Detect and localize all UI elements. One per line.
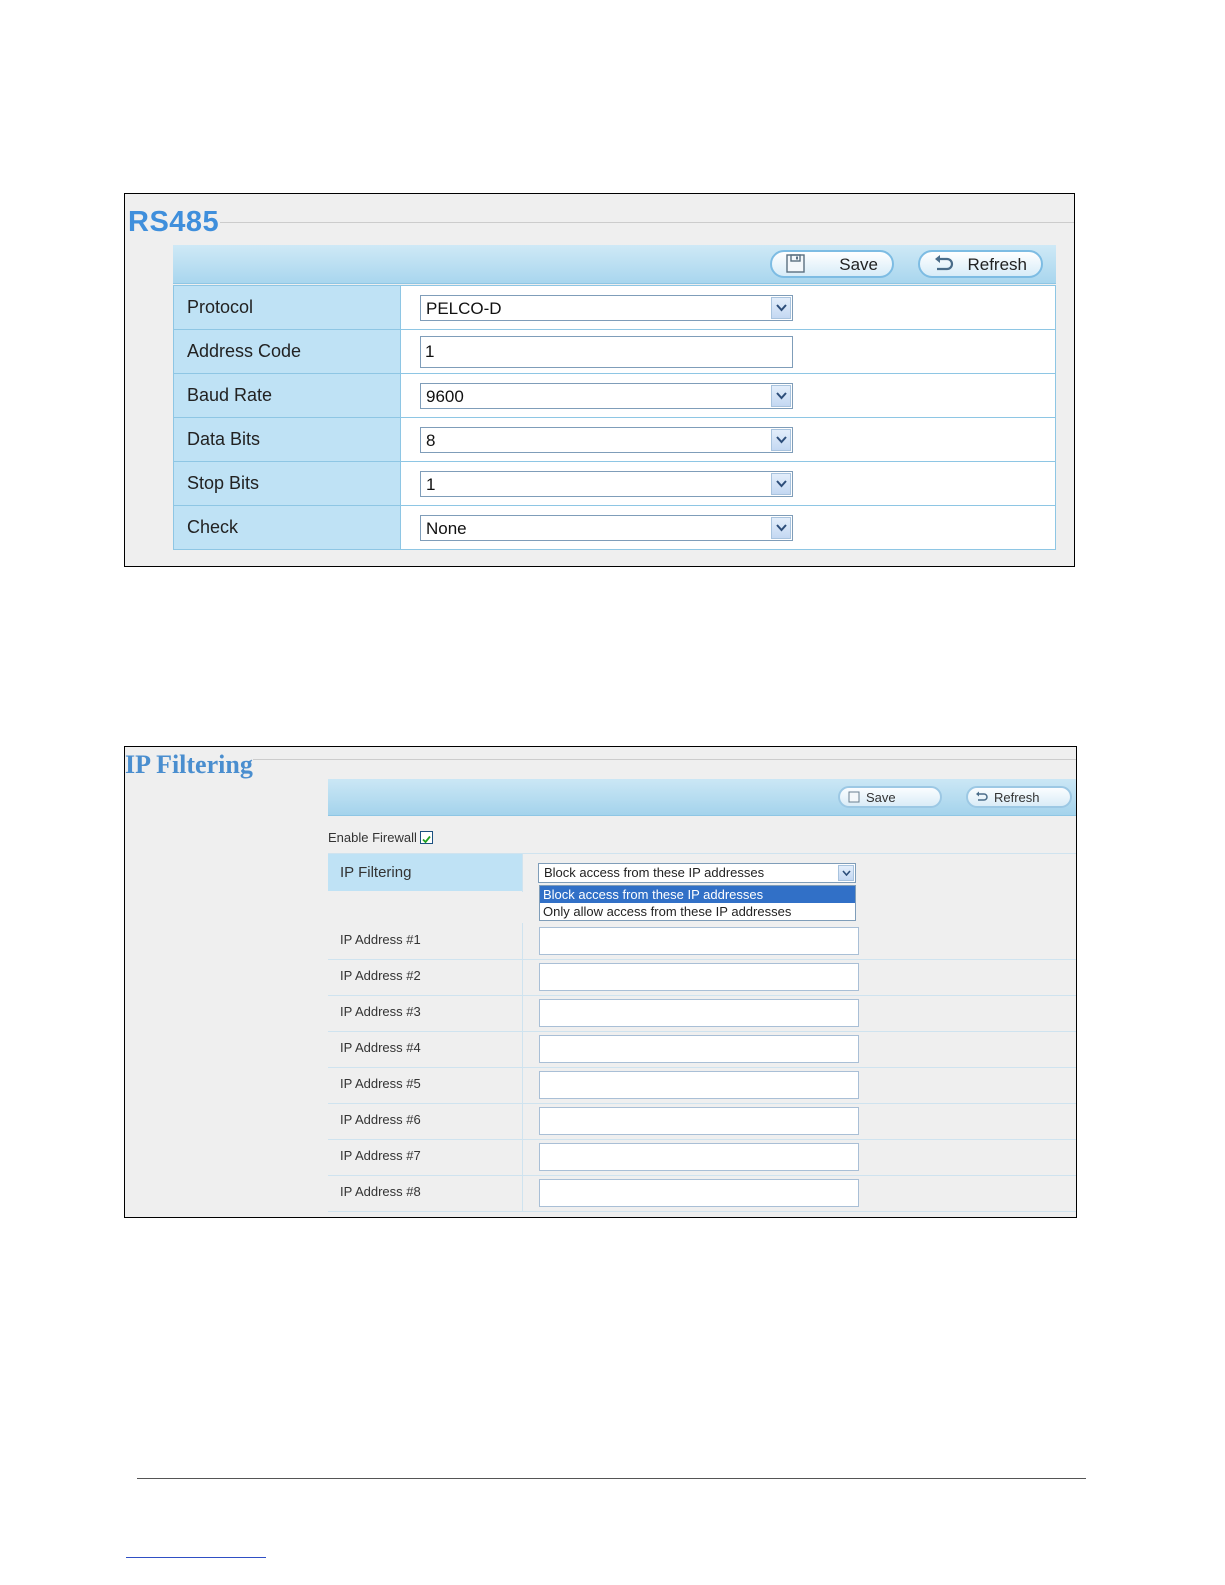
ip-address-list <box>328 923 1077 1218</box>
data-bits-label: Data Bits <box>174 418 401 462</box>
dropdown-option-allow[interactable]: Only allow access from these IP addresses <box>543 904 792 919</box>
save-button[interactable] <box>838 786 942 808</box>
ip-address-row <box>328 959 1077 996</box>
address-code-row <box>174 330 1056 374</box>
ip-address-input-3[interactable] <box>539 999 859 1027</box>
rs485-title: RS485 <box>128 206 220 238</box>
save-label: Save <box>839 255 878 274</box>
ip-address-row <box>328 1139 1077 1176</box>
ip-address-row <box>328 923 1077 960</box>
save-label: Save <box>866 790 896 805</box>
ip-address-label: IP Address #5 <box>340 1076 421 1091</box>
footer-divider <box>137 1478 1086 1479</box>
chevron-down-icon <box>771 385 791 407</box>
ip-filtering-toolbar <box>328 779 1077 816</box>
stop-bits-row <box>174 462 1056 506</box>
ip-address-label: IP Address #8 <box>340 1184 421 1199</box>
save-button[interactable] <box>770 250 894 278</box>
title-divider <box>220 222 1074 223</box>
ip-address-label: IP Address #7 <box>340 1148 421 1163</box>
baud-rate-select[interactable]: 9600 <box>420 383 793 409</box>
rs485-panel <box>124 193 1075 567</box>
ip-address-input-2[interactable] <box>539 963 859 991</box>
save-icon <box>847 791 861 803</box>
stop-bits-select[interactable]: 1 <box>420 471 793 497</box>
refresh-icon <box>932 254 956 274</box>
ip-filtering-title: IP Filtering <box>125 750 253 779</box>
chevron-down-icon <box>771 429 791 451</box>
ip-filtering-panel <box>124 746 1077 1218</box>
ip-address-label: IP Address #2 <box>340 968 421 983</box>
divider <box>522 854 523 892</box>
ip-address-row <box>328 995 1077 1032</box>
title-divider <box>253 759 1076 760</box>
ip-address-row <box>328 1103 1077 1140</box>
footer-link-underline[interactable] <box>126 1557 266 1558</box>
ip-address-label: IP Address #1 <box>340 932 421 947</box>
ip-filtering-dropdown <box>539 885 856 921</box>
ip-address-label: IP Address #4 <box>340 1040 421 1055</box>
baud-rate-row <box>174 374 1056 418</box>
address-code-label: Address Code <box>174 330 401 374</box>
chevron-down-icon <box>771 517 791 539</box>
ip-address-row <box>328 1175 1077 1212</box>
ip-address-input-6[interactable] <box>539 1107 859 1135</box>
data-bits-select[interactable]: 8 <box>420 427 793 453</box>
rs485-settings-table <box>173 285 1056 550</box>
protocol-label: Protocol <box>174 286 401 330</box>
chevron-down-icon <box>771 473 791 495</box>
stop-bits-label: Stop Bits <box>174 462 401 506</box>
check-label: Check <box>174 506 401 550</box>
check-select[interactable]: None <box>420 515 793 541</box>
address-code-input[interactable] <box>420 336 793 368</box>
save-icon <box>784 254 808 274</box>
ip-address-label: IP Address #3 <box>340 1004 421 1019</box>
ip-address-input-8[interactable] <box>539 1179 859 1207</box>
chevron-down-icon <box>838 865 854 881</box>
rs485-toolbar <box>173 245 1056 284</box>
refresh-label: Refresh <box>967 255 1027 274</box>
ip-address-input-7[interactable] <box>539 1143 859 1171</box>
baud-rate-label: Baud Rate <box>174 374 401 418</box>
dropdown-option-block[interactable]: Block access from these IP addresses <box>540 886 855 903</box>
ip-filtering-label: IP Filtering <box>340 864 412 881</box>
check-row <box>174 506 1056 550</box>
data-bits-row <box>174 418 1056 462</box>
ip-address-label: IP Address #6 <box>340 1112 421 1127</box>
ip-filtering-select[interactable]: Block access from these IP addresses <box>538 863 856 883</box>
refresh-icon <box>975 791 989 803</box>
refresh-label: Refresh <box>994 790 1040 805</box>
ip-address-input-4[interactable] <box>539 1035 859 1063</box>
enable-firewall-label: Enable Firewall <box>328 830 417 845</box>
ip-address-row <box>328 1031 1077 1068</box>
protocol-row <box>174 286 1056 330</box>
ip-address-input-1[interactable] <box>539 927 859 955</box>
refresh-button[interactable] <box>918 250 1043 278</box>
ip-address-row <box>328 1067 1077 1104</box>
ip-address-input-5[interactable] <box>539 1071 859 1099</box>
enable-firewall-checkbox[interactable] <box>420 831 433 844</box>
chevron-down-icon <box>771 297 791 319</box>
checkmark-icon <box>421 834 432 845</box>
refresh-button[interactable] <box>966 786 1072 808</box>
protocol-select[interactable]: PELCO-D <box>420 295 793 321</box>
